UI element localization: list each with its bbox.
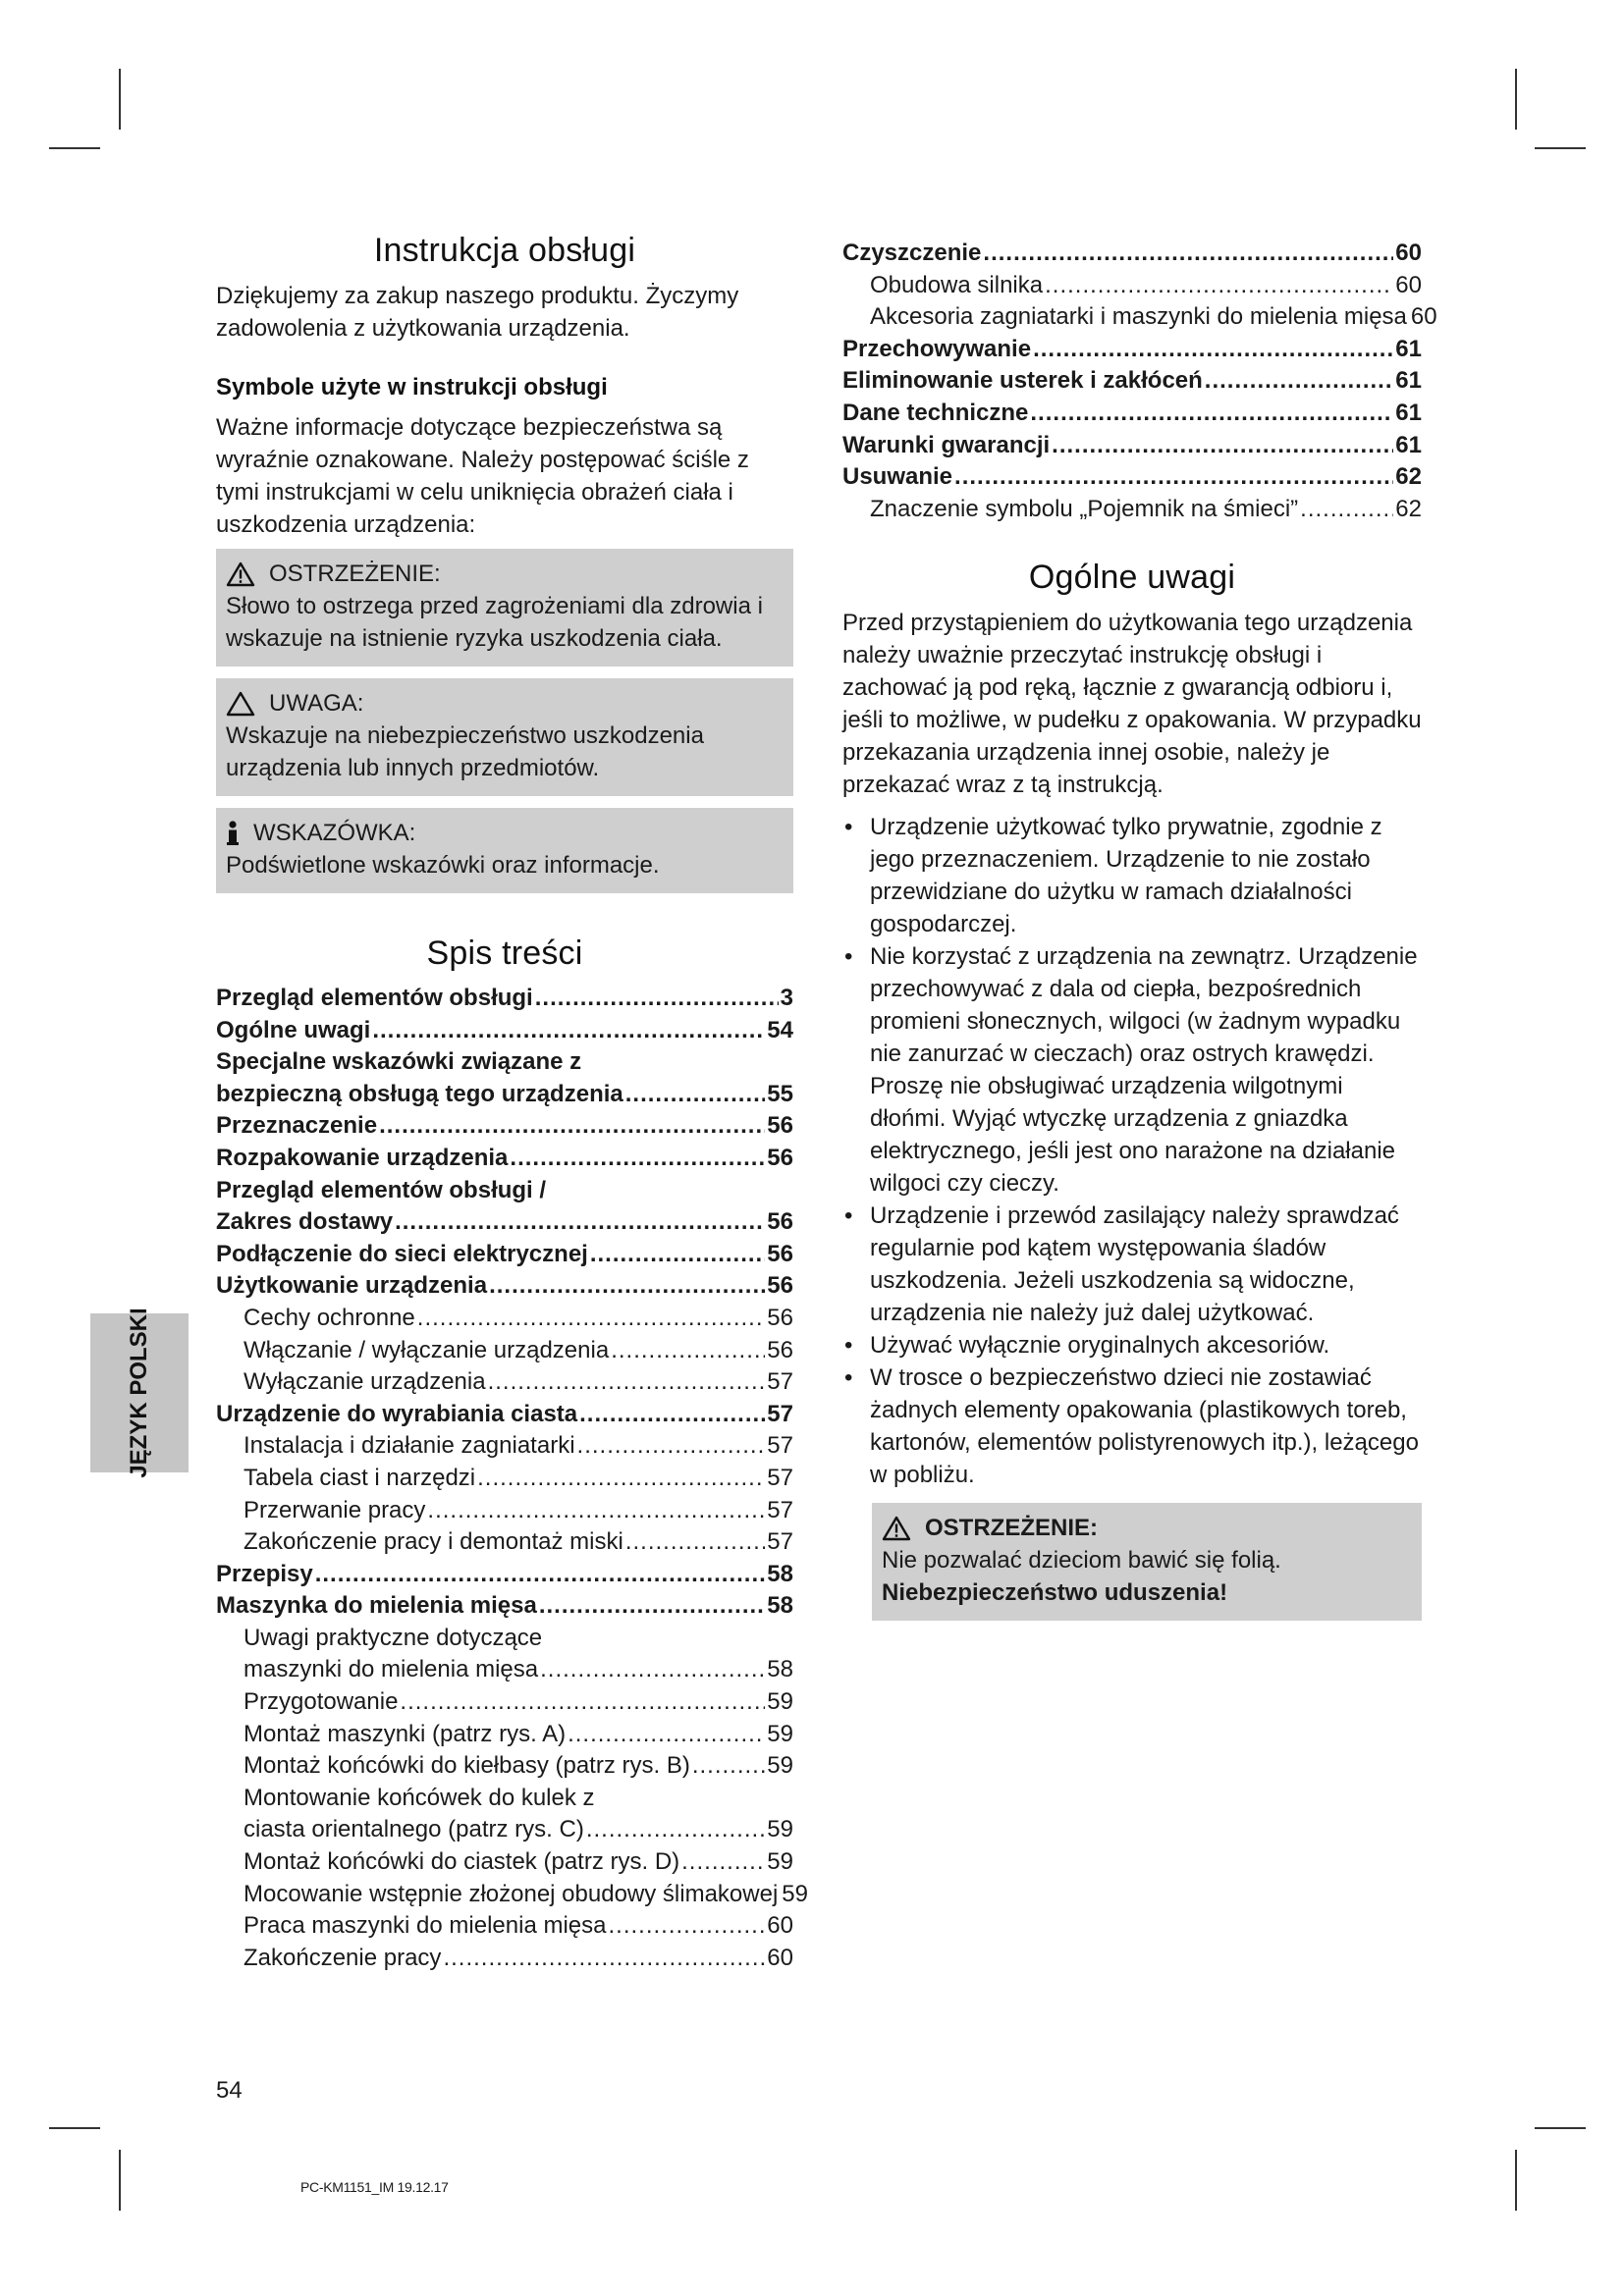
warning-text-normal: Nie pozwalać dzieciom bawić się folią. (882, 1547, 1281, 1575)
toc-leader-dots (400, 1686, 765, 1719)
toc-entry-page: 57 (767, 1528, 793, 1556)
toc-leader-dots (579, 1399, 765, 1431)
toc-entry-label: Przerwanie pracy (244, 1496, 426, 1523)
toc-entry (216, 1654, 793, 1686)
bullet-item: • Używać wyłącznie oryginalnych akcesoriów. (842, 1329, 1422, 1362)
toc-leader-dots (1052, 430, 1393, 462)
toc-entry (842, 334, 1422, 366)
toc-leader-dots (540, 1654, 765, 1686)
toc-entry-page: 60 (1395, 240, 1422, 266)
toc-entry (216, 1175, 793, 1207)
toc-entry-label: Zakres dostawy (216, 1208, 394, 1236)
toc-entry-page: 3 (780, 985, 793, 1011)
toc-leader-dots (954, 461, 1393, 494)
page-number: 54 (216, 2077, 243, 2104)
note-title: WSKAZÓWKA: (253, 820, 416, 846)
toc-entry-page: 58 (767, 1560, 793, 1587)
toc-entry-page: 60 (1395, 271, 1422, 298)
toc-entry-label: Montaż końcówki do kiełbasy (patrz rys. B) (244, 1752, 690, 1780)
toc-entry (216, 1686, 793, 1719)
toc-entry-label: Przeznaczenie (216, 1112, 378, 1140)
toc-entry-page: 54 (767, 1016, 793, 1043)
toc-entry (216, 1943, 793, 1975)
toc-leader-dots (417, 1303, 766, 1335)
toc-entry (216, 1463, 793, 1495)
crop-mark (1535, 2127, 1586, 2129)
toc-entry (216, 1270, 793, 1303)
note-box (216, 808, 793, 893)
warning-box-children (872, 1503, 1422, 1621)
toc-entry (216, 1206, 793, 1239)
toc-leader-dots (395, 1206, 765, 1239)
toc-leader-dots (1033, 334, 1393, 366)
toc-entry (216, 1495, 793, 1527)
toc-entry-label: Przegląd elementów obsługi / (216, 1176, 547, 1203)
toc-leader-dots (539, 1590, 765, 1623)
toc-entry (216, 1303, 793, 1335)
toc-leader-dots (315, 1559, 766, 1591)
toc-entry-label: Ogólne uwagi (216, 1016, 371, 1043)
toc-entry-page: 56 (767, 1304, 793, 1331)
toc-leader-dots (692, 1750, 765, 1783)
toc-entry-label: Urządzenie do wyrabiania ciasta (216, 1400, 578, 1427)
warning-text-bold: Niebezpieczeństwo uduszenia! (882, 1579, 1228, 1607)
toc-entry (842, 238, 1422, 270)
caution-text: Wskazuje na niebezpieczeństwo uszkodzenia urządzenia lub innych przedmiotów. (226, 722, 704, 781)
right-column (842, 234, 1437, 1621)
toc-entry-page: 62 (1395, 463, 1422, 491)
toc-entry (842, 301, 1437, 334)
manual-title: Instrukcja obsługi (373, 232, 636, 269)
toc-entry-page: 58 (767, 1656, 793, 1683)
toc-entry-label: Przepisy (216, 1560, 313, 1587)
toc-leader-dots (983, 238, 1393, 270)
warning-text: Słowo to ostrzega przed zagrożeniami dla zdrowia i wskazuje na istnienie ryzyka uszkodzenia ciała. (226, 593, 763, 652)
toc-entry (216, 1015, 793, 1047)
toc-entry (216, 1559, 793, 1591)
toc-entry-page: 56 (767, 1112, 793, 1140)
toc-entry-label: Przegląd elementów obsługi (216, 985, 533, 1011)
bullet-item: • W trosce o bezpieczeństwo dzieci nie zostawiać żadnych elementy opakowania (plastikowych toreb, kartonów, elementów polistyrenowych itp.), leżącego w pobliżu. (842, 1362, 1422, 1491)
toc-entry-label: Dane techniczne (842, 399, 1029, 426)
toc-entry (216, 1879, 808, 1911)
toc-leader-dots (379, 1110, 765, 1143)
toc-entry-label: Eliminowanie usterek i zakłóceń (842, 367, 1203, 395)
toc-entry-page: 59 (767, 1720, 793, 1747)
toc-entry-page: 55 (767, 1080, 793, 1107)
toc-leader-dots (1045, 270, 1393, 302)
toc-entry-label: ciasta orientalnego (patrz rys. C) (244, 1816, 584, 1843)
toc-leader-dots (489, 1270, 765, 1303)
toc-entry-page: 61 (1395, 335, 1422, 362)
toc-entry-label: Obudowa silnika (870, 271, 1044, 298)
symbols-text: Ważne informacje dotyczące bezpieczeństwa są wyraźnie oznakowane. Należy postępować ściśle z tymi instrukcjami w celu uniknięcia obrażeń ciała i uszkodzenia urządzenia: (216, 414, 749, 538)
toc-entry-page: 59 (767, 1816, 793, 1843)
crop-mark (1515, 69, 1517, 130)
toc-entry-label: Usuwanie (842, 463, 953, 491)
toc-entry-page: 59 (782, 1880, 808, 1907)
toc-leader-dots (488, 1366, 766, 1399)
warning-title: OSTRZEŻENIE: (925, 1515, 1099, 1542)
language-label: JĘZYK POLSKI (126, 1308, 152, 1478)
warning-text (882, 1544, 1412, 1609)
info-icon (226, 821, 240, 846)
toc-entry (216, 1526, 793, 1559)
crop-mark (119, 2150, 121, 2211)
toc-entry (216, 1046, 793, 1079)
toc-entry (216, 983, 793, 1015)
toc-entry-page: 60 (767, 1944, 793, 1971)
toc-entry (216, 1430, 793, 1463)
toc-leader-dots (611, 1335, 765, 1367)
note-text: Podświetlone wskazówki oraz informacje. (226, 852, 660, 879)
toc-entry (842, 365, 1422, 398)
toc-entry-page: 58 (767, 1592, 793, 1620)
symbols-heading: Symbole użyte w instrukcji obsługi (216, 374, 608, 400)
toc-leader-dots (1300, 494, 1393, 526)
toc-entry-page: 56 (767, 1272, 793, 1300)
toc-leader-dots (586, 1814, 765, 1846)
general-notes-title: Ogólne uwagi (1028, 559, 1236, 597)
toc-entry-label: Maszynka do mielenia mięsa (216, 1592, 537, 1620)
toc-entry (216, 1814, 793, 1846)
toc-entry-page: 62 (1395, 495, 1422, 522)
toc-entry-page: 59 (767, 1848, 793, 1876)
toc-entry-label: Akcesoria zagniatarki i maszynki do mielenia mięsa (870, 303, 1407, 331)
toc-entry-page: 59 (767, 1688, 793, 1716)
footer-code: PC-KM1151_IM 19.12.17 (300, 2179, 449, 2195)
caution-box (216, 678, 793, 796)
warning-triangle-icon (226, 561, 255, 587)
bullet-item: • Urządzenie użytkować tylko prywatnie, zgodnie z jego przeznaczeniem. Urządzenie to nie zostało przewidziane do użytku w ramach działalności gospodarczej. (842, 811, 1422, 940)
toc-entry-page: 57 (767, 1432, 793, 1460)
caution-triangle-icon (226, 691, 255, 717)
toc-right (842, 238, 1437, 525)
crop-mark (119, 69, 121, 130)
toc-leader-dots (443, 1943, 765, 1975)
toc-entry-label: Instalacja i działanie zagniatarki (244, 1432, 575, 1460)
toc-entry (216, 1623, 793, 1655)
toc-entry-label: bezpieczną obsługą tego urządzenia (216, 1080, 623, 1107)
toc-entry (216, 1590, 793, 1623)
toc-entry-label: Znaczenie symbolu „Pojemnik na śmieci” (870, 495, 1299, 522)
toc-entry-label: Podłączenie do sieci elektrycznej (216, 1240, 588, 1267)
toc-entry-label: Montaż końcówki do ciastek (patrz rys. D) (244, 1848, 680, 1876)
toc-entry-page: 61 (1395, 399, 1422, 426)
toc-leader-dots (427, 1495, 765, 1527)
toc-entry-label: maszynki do mielenia mięsa (244, 1656, 539, 1683)
general-notes-intro: Przed przystąpieniem do użytkowania tego urządzenia należy uważnie przeczytać instrukcję obsługi i zachować ją pod ręką, łącznie z gwarancją odbioru i, jeśli to możliwe, w pudełku z opakowania. W przypadku przekazania urządzenia innej osobie, należy je przekazać wraz z tą instrukcją. (842, 610, 1422, 799)
toc-entry-label: Specjalne wskazówki związane z (216, 1048, 582, 1076)
toc-entry-label: Zakończenie pracy (244, 1944, 442, 1971)
toc-entry (216, 1335, 793, 1367)
toc-left (216, 983, 808, 1974)
toc-entry (216, 1750, 793, 1783)
toc-leader-dots (608, 1910, 765, 1943)
toc-entry-page: 60 (767, 1912, 793, 1940)
toc-leader-dots (1205, 365, 1394, 398)
toc-leader-dots (1030, 398, 1393, 430)
toc-entry-label: Montowanie końcówek do kulek z (244, 1784, 595, 1811)
toc-entry (216, 1079, 793, 1111)
toc-entry (842, 494, 1422, 526)
toc-entry-label: Przygotowanie (244, 1688, 399, 1716)
toc-entry-label: Praca maszynki do mielenia mięsa (244, 1912, 607, 1940)
toc-entry (216, 1910, 793, 1943)
toc-entry-page: 56 (767, 1240, 793, 1267)
toc-entry-page: 57 (767, 1496, 793, 1523)
toc-entry-label: Tabela ciast i narzędzi (244, 1464, 476, 1491)
toc-entry-label: Czyszczenie (842, 240, 982, 266)
left-column (216, 232, 808, 1974)
toc-leader-dots (372, 1015, 765, 1047)
toc-leader-dots (510, 1143, 765, 1175)
toc-entry-page: 56 (767, 1336, 793, 1363)
warning-triangle-icon (882, 1516, 911, 1541)
toc-entry (216, 1239, 793, 1271)
toc-entry-label: Cechy ochronne (244, 1304, 415, 1331)
toc-leader-dots (625, 1526, 765, 1559)
intro-text: Dziękujemy za zakup naszego produktu. Życzymy zadowolenia z użytkowania urządzenia. (216, 283, 739, 342)
toc-entry (842, 430, 1422, 462)
bullet-item: • Urządzenie i przewód zasilający należy sprawdzać regularnie pod kątem występowania śladów uszkodzenia. Jeżeli uszkodzenia są widoczne, urządzenia nie należy już dalej użytkować. (842, 1200, 1422, 1329)
toc-entry (842, 398, 1422, 430)
crop-mark (1515, 2150, 1517, 2211)
bullet-item: • Nie korzystać z urządzenia na zewnątrz. Urządzenie przechowywać z dala od ciepła, bezpośrednich promieni słonecznych, wilgoci (w żadnym wypadku nie zanurzać w cieczach) oraz ostrych krawędzi. Proszę nie obsługiwać urządzenia wilgotnymi dłońmi. Wyjąć wtyczkę urządzenia z gniazdka elektrycznego, jeśli jest ono narażone na działanie wilgoci czy cieczy. (842, 940, 1422, 1200)
toc-entry (216, 1846, 793, 1879)
toc-entry (216, 1719, 793, 1751)
toc-entry-label: Mocowanie wstępnie złożonej obudowy ślimakowej (244, 1880, 779, 1907)
toc-entry (216, 1366, 793, 1399)
warning-box (216, 549, 793, 667)
toc-entry (216, 1783, 793, 1815)
toc-entry-page: 56 (767, 1208, 793, 1236)
caution-title: UWAGA: (269, 690, 364, 717)
toc-entry (842, 461, 1422, 494)
toc-entry-label: Uwagi praktyczne dotyczące (244, 1624, 543, 1651)
toc-leader-dots (535, 983, 779, 1015)
toc-entry-page: 57 (767, 1368, 793, 1396)
toc-entry-label: Przechowywanie (842, 335, 1032, 362)
toc-leader-dots (577, 1430, 766, 1463)
toc-entry-label: Wyłączanie urządzenia (244, 1368, 486, 1396)
toc-leader-dots (568, 1719, 765, 1751)
crop-mark (1535, 147, 1586, 149)
warning-title: OSTRZEŻENIE: (269, 561, 441, 587)
language-side-tab (90, 1308, 189, 1478)
safety-bullet-list (842, 811, 1422, 1491)
toc-leader-dots (681, 1846, 765, 1879)
toc-entry-page: 57 (767, 1464, 793, 1491)
toc-title: Spis treści (426, 934, 583, 972)
crop-mark (49, 2127, 100, 2129)
toc-entry-label: Włączanie / wyłączanie urządzenia (244, 1336, 610, 1363)
toc-entry-label: Warunki gwarancji (842, 431, 1051, 458)
toc-entry-page: 59 (767, 1752, 793, 1780)
toc-entry-page: 57 (767, 1400, 793, 1427)
toc-entry-label: Zakończenie pracy i demontaż miski (244, 1528, 623, 1556)
crop-mark (49, 147, 100, 149)
toc-entry (216, 1110, 793, 1143)
toc-entry-page: 61 (1395, 431, 1422, 458)
toc-entry-label: Użytkowanie urządzenia (216, 1272, 488, 1300)
toc-leader-dots (590, 1239, 765, 1271)
toc-entry-page: 56 (767, 1144, 793, 1171)
toc-entry-page: 61 (1395, 367, 1422, 395)
toc-entry-label: Montaż maszynki (patrz rys. A) (244, 1720, 567, 1747)
toc-entry-page: 60 (1410, 303, 1437, 331)
toc-entry (842, 270, 1422, 302)
toc-leader-dots (625, 1079, 766, 1111)
toc-entry-label: Rozpakowanie urządzenia (216, 1144, 509, 1171)
toc-entry (216, 1399, 793, 1431)
toc-leader-dots (477, 1463, 765, 1495)
toc-entry (216, 1143, 793, 1175)
